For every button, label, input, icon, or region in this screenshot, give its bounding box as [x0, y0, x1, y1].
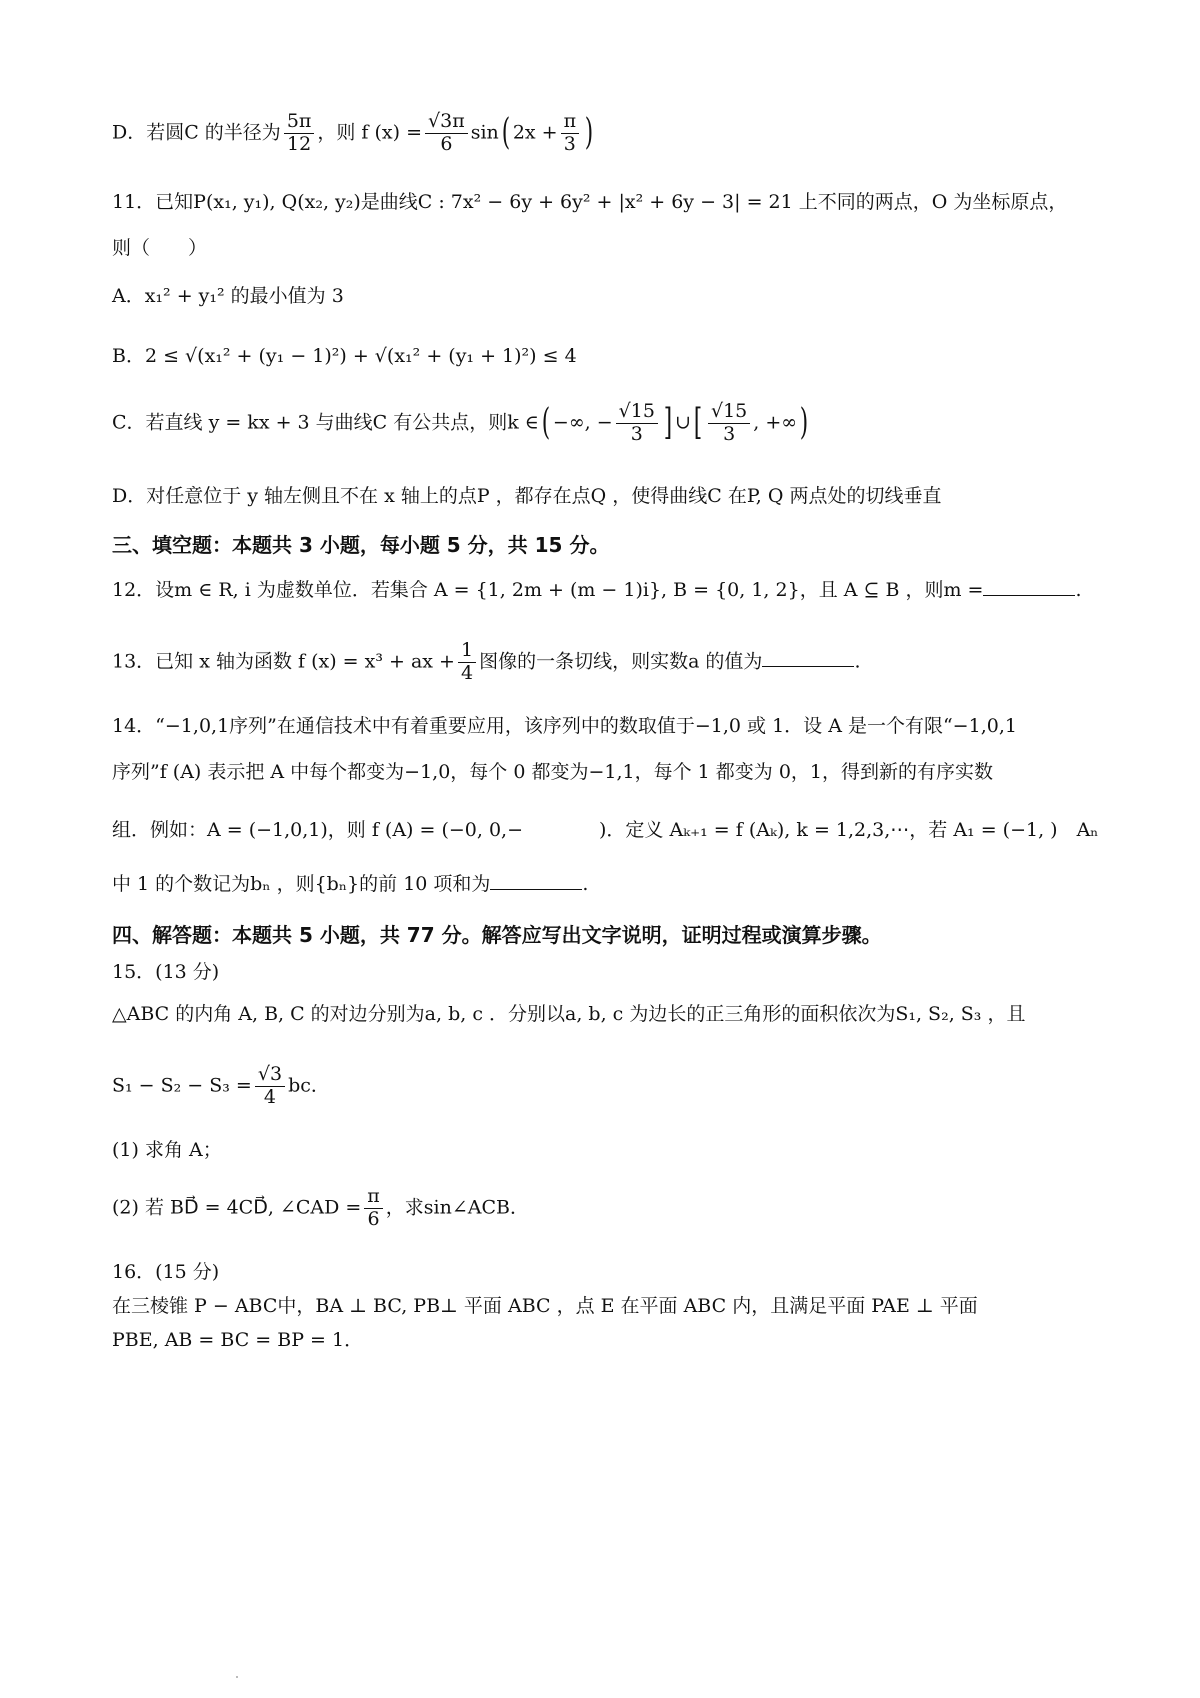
- fraction-denominator: 3: [630, 422, 643, 445]
- question-11-stem: 11．已知P(x₁, y₁), Q(x₂, y₂)是曲线C : 7x² − 6y + 6y² + |x² + 6y − 3| = 21 上不同的两点，O 为坐标原点，: [112, 191, 1068, 213]
- question-15-condition: [112, 1064, 330, 1109]
- option-11a: A．x₁² + y₁² 的最小值为 3: [112, 285, 344, 307]
- option-11b: B．2 ≤ √(x₁² + (y₁ − 1)²) + √(x₁² + (y₁ + 1)²) ≤ 4: [112, 345, 577, 367]
- fraction-denominator: 6: [367, 1207, 380, 1230]
- fraction-1-4: [458, 640, 476, 685]
- question-15-part-2: [112, 1186, 529, 1231]
- question-14-line-2: 序列”f (A) 表示把 A 中每个都变为−1,0，每个 0 都变为−1,1，每个 1 都变为 0，1，得到新的有序实数: [112, 761, 993, 783]
- section-4-heading: 四、解答题：本题共 5 小题，共 77 分。解答应写出文字说明，证明过程或演算步骤。: [112, 923, 882, 947]
- paren-close: ): [584, 112, 594, 153]
- question-15-header: 15．(13 分): [112, 961, 220, 983]
- fraction-numerator: π: [364, 1186, 383, 1209]
- fraction-numerator: √3π: [425, 111, 468, 134]
- paren-close: ): [799, 402, 809, 443]
- question-14-text: 中 1 的个数记为bₙ ，则{bₙ}的前 10 项和为: [112, 873, 491, 895]
- question-16-header: 16．(15 分): [112, 1261, 220, 1283]
- question-14-line-1: 14．“−1,0,1序列”在通信技术中有着重要应用，该序列中的数取值于−1,0 或 1．设 A 是一个有限“−1,0,1: [112, 715, 1017, 737]
- paren-open: (: [541, 402, 551, 443]
- fraction-sqrt15-3-b: [708, 401, 750, 446]
- question-14-line-3: 组．例如：A = (−1,0,1)，则 f (A) = (−0, 0,− )．定义 Aₖ₊₁ = f (Aₖ), k = 1,2,3,⋯，若 A₁ = (−1, ) Aₙ: [112, 819, 1099, 841]
- sin-argument: 2x +: [512, 121, 558, 144]
- fraction-denominator: 3: [723, 422, 736, 445]
- option-11c-prefix: C．若直线 y = kx + 3 与曲线C 有公共点，则k ∈: [112, 411, 539, 434]
- fraction-sqrt3pi-6: [425, 111, 468, 156]
- scan-speck: [236, 1676, 238, 1678]
- fraction-sqrt3-4: [255, 1064, 285, 1109]
- question-14-line-4: [112, 872, 588, 897]
- fraction-denominator: 3: [563, 132, 576, 155]
- fraction-denominator: 6: [440, 132, 453, 155]
- bracket-open: [: [693, 402, 703, 443]
- answer-blank: [762, 650, 854, 667]
- option-10d-prefix: D．若圆C 的半径为: [112, 121, 281, 144]
- bracket-close: ]: [663, 402, 673, 443]
- answer-blank: [490, 873, 582, 890]
- fraction-numerator: √15: [708, 401, 750, 424]
- fraction-denominator: 4: [460, 661, 474, 684]
- fraction-numerator: √15: [616, 401, 658, 424]
- part-2-prefix: (2) 若 BD⃗ = 4CD⃗, ∠CAD =: [112, 1196, 362, 1219]
- option-11c: [112, 400, 811, 447]
- fraction-pi-6: [364, 1186, 383, 1231]
- option-10d-mid: ，则 f (x) =: [317, 121, 423, 144]
- question-14-end: .: [582, 873, 589, 895]
- question-15-part-1: (1) 求角 A；: [112, 1139, 222, 1161]
- option-11d: D．对任意位于 y 轴左侧且不在 x 轴上的点P ，都存在点Q ，使得曲线C 在P, Q 两点处的切线垂直: [112, 485, 942, 507]
- answer-blank: [983, 579, 1075, 596]
- question-11-stem-cont: 则（ ）: [112, 237, 208, 259]
- fraction-numerator: π: [561, 111, 580, 134]
- fraction-pi-3: [561, 111, 580, 156]
- option-10d: [112, 110, 596, 157]
- condition-right: bc．: [288, 1074, 330, 1097]
- interval-right: , +∞: [753, 411, 798, 434]
- question-12-end: .: [1075, 579, 1082, 601]
- fraction-numerator: 5π: [284, 111, 315, 134]
- sin-label: sin: [470, 121, 499, 144]
- question-13: [112, 640, 860, 685]
- fraction-denominator: 4: [263, 1085, 276, 1108]
- interval-left: −∞, −: [552, 411, 613, 434]
- question-13-prefix: 13．已知 x 轴为函数 f (x) = x³ + ax +: [112, 650, 455, 673]
- paren-open: (: [501, 112, 511, 153]
- question-12-text: 12．设m ∈ R, i 为虚数单位．若集合 A = {1, 2m + (m − 1)i}, B = {0, 1, 2}，且 A ⊆ B ，则m =: [112, 579, 984, 601]
- question-15-stem: △ABC 的内角 A, B, C 的对边分别为a, b, c ．分别以a, b, c 为边长的正三角形的面积依次为S₁, S₂, S₃ ，且: [112, 1003, 1026, 1025]
- question-13-text: 图像的一条切线，则实数a 的值为: [479, 650, 763, 673]
- condition-left: S₁ − S₂ − S₃ =: [112, 1074, 252, 1097]
- fraction-5pi-12: [284, 111, 315, 156]
- fraction-denominator: 12: [287, 132, 312, 155]
- union-symbol: ∪: [675, 411, 691, 434]
- fraction-numerator: 1: [458, 640, 476, 663]
- fraction-numerator: √3: [255, 1064, 285, 1087]
- part-2-suffix: ，求sin∠ACB．: [385, 1196, 530, 1219]
- question-16-stem-cont: PBE, AB = BC = BP = 1．: [112, 1329, 364, 1351]
- question-16-stem: 在三棱锥 P − ABC中，BA ⊥ BC, PB⊥ 平面 ABC ，点 E 在平面 ABC 内，且满足平面 PAE ⊥ 平面: [112, 1295, 978, 1317]
- question-13-end: .: [854, 650, 861, 673]
- question-12: [112, 578, 1081, 603]
- section-3-heading: 三、填空题：本题共 3 小题，每小题 5 分，共 15 分。: [112, 533, 610, 557]
- fraction-sqrt15-3: [616, 401, 658, 446]
